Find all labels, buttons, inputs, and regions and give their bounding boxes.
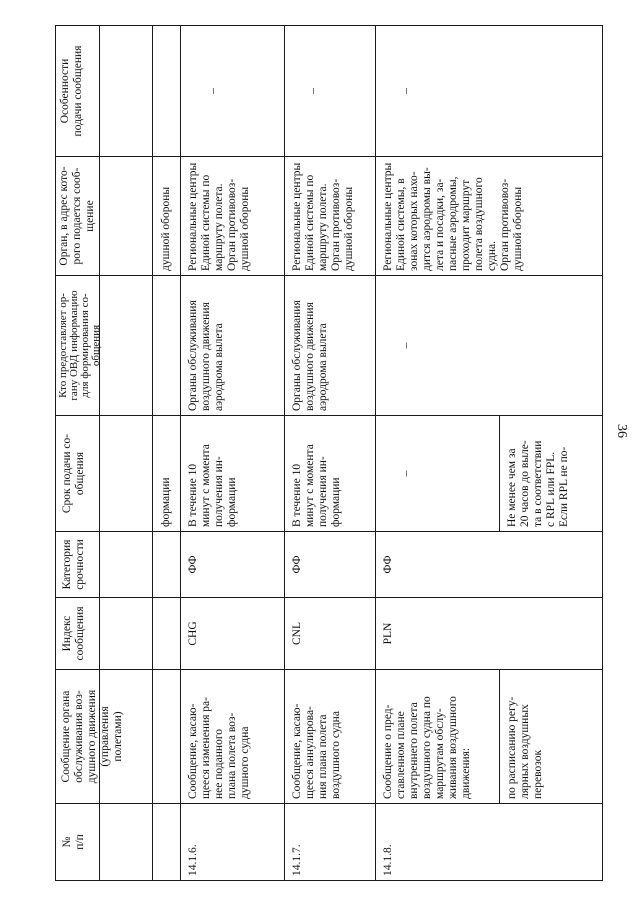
header-index: Индекс сообщения <box>61 606 86 661</box>
header-provider: Кто предоставляет ор- гану ОВД информацию для формирования со- общения <box>57 290 102 401</box>
row2-num: 14.1.7. <box>291 844 303 876</box>
header-recipient: Орган, в адрес кото- рого подается сооб- щение <box>58 166 96 266</box>
row2-category: ФФ <box>291 555 303 574</box>
row2-provider: Органы обслуживания воздушного движения аэродрома вылета <box>291 300 329 411</box>
row1-deadline: В течение 10 минут с момента получения ин- формации <box>187 444 238 527</box>
header-message: Сообщение органа обслуживания воз- душного движения (управления полетами) <box>60 689 124 784</box>
row1-provider: Органы обслуживания воздушного движения аэродрома вылета <box>187 300 225 411</box>
header-category: Категория срочности <box>61 539 86 590</box>
row1-category: ФФ <box>187 555 199 574</box>
row1-num: 14.1.6. <box>187 844 199 876</box>
row2-message: Сообщение, касаю- щееся аннулирова- ния плана полета воздушного судна <box>291 703 342 799</box>
header-deadline: Срок подачи со- общения <box>61 433 86 514</box>
row2-index: CNL <box>291 622 303 645</box>
table-border-right <box>602 25 603 881</box>
row3-num: 14.1.8. <box>382 844 394 876</box>
row1-message: Сообщение, касаю- щееся изменения ра- нее поданного плана полета воз- душного судна <box>187 697 251 799</box>
row1-features: – <box>207 88 219 94</box>
row3-deadline: – <box>400 470 412 477</box>
row1-index: CHG <box>187 621 199 646</box>
continuation-recipient: душной обороны <box>160 186 172 271</box>
message-table <box>55 25 603 881</box>
row2-deadline: В течение 10 минут с момента получения ин- формации <box>291 444 342 527</box>
row1-recipient: Региональные центры Единой системы по маршруту полета. Орган противовоз- душной обороны <box>187 162 251 271</box>
row3-deadline-sub: Не менее чем за 20 часов до выле- та в соответствии с RPL или FPL. Если RPL не по- <box>506 440 570 527</box>
row3-message-sub: по расписанию регу- лярных воздушных перевозок <box>506 696 544 799</box>
row3-provider: – <box>400 342 412 349</box>
row3-recipient: Региональные центры Единой системы, в зонах которых нахо- дится аэродромы вы- лета и посадки, за- пасные аэродромы, проходит маршрут полета воздушного судна. Орган противовоз- душной обороны <box>382 162 524 271</box>
row3-category: ФФ <box>382 555 394 574</box>
header-features: Особенности подачи сообщения <box>59 45 84 137</box>
row2-recipient: Региональные центры Единой системы по маршруту полета. Орган противовоз- душной обороны <box>291 162 355 271</box>
row3-index: PLN <box>382 622 394 645</box>
row2-features: – <box>307 88 319 94</box>
page-number: 36 <box>614 424 629 438</box>
row3-features: – <box>400 88 412 94</box>
header-num: № п/п <box>61 834 86 850</box>
continuation-deadline: формации <box>160 477 172 527</box>
row3-message: Сообщение о пред- ставленном плане внутреннего полета воздушного судна по маршрутам обслу- живания воздушного движения: <box>382 696 472 799</box>
